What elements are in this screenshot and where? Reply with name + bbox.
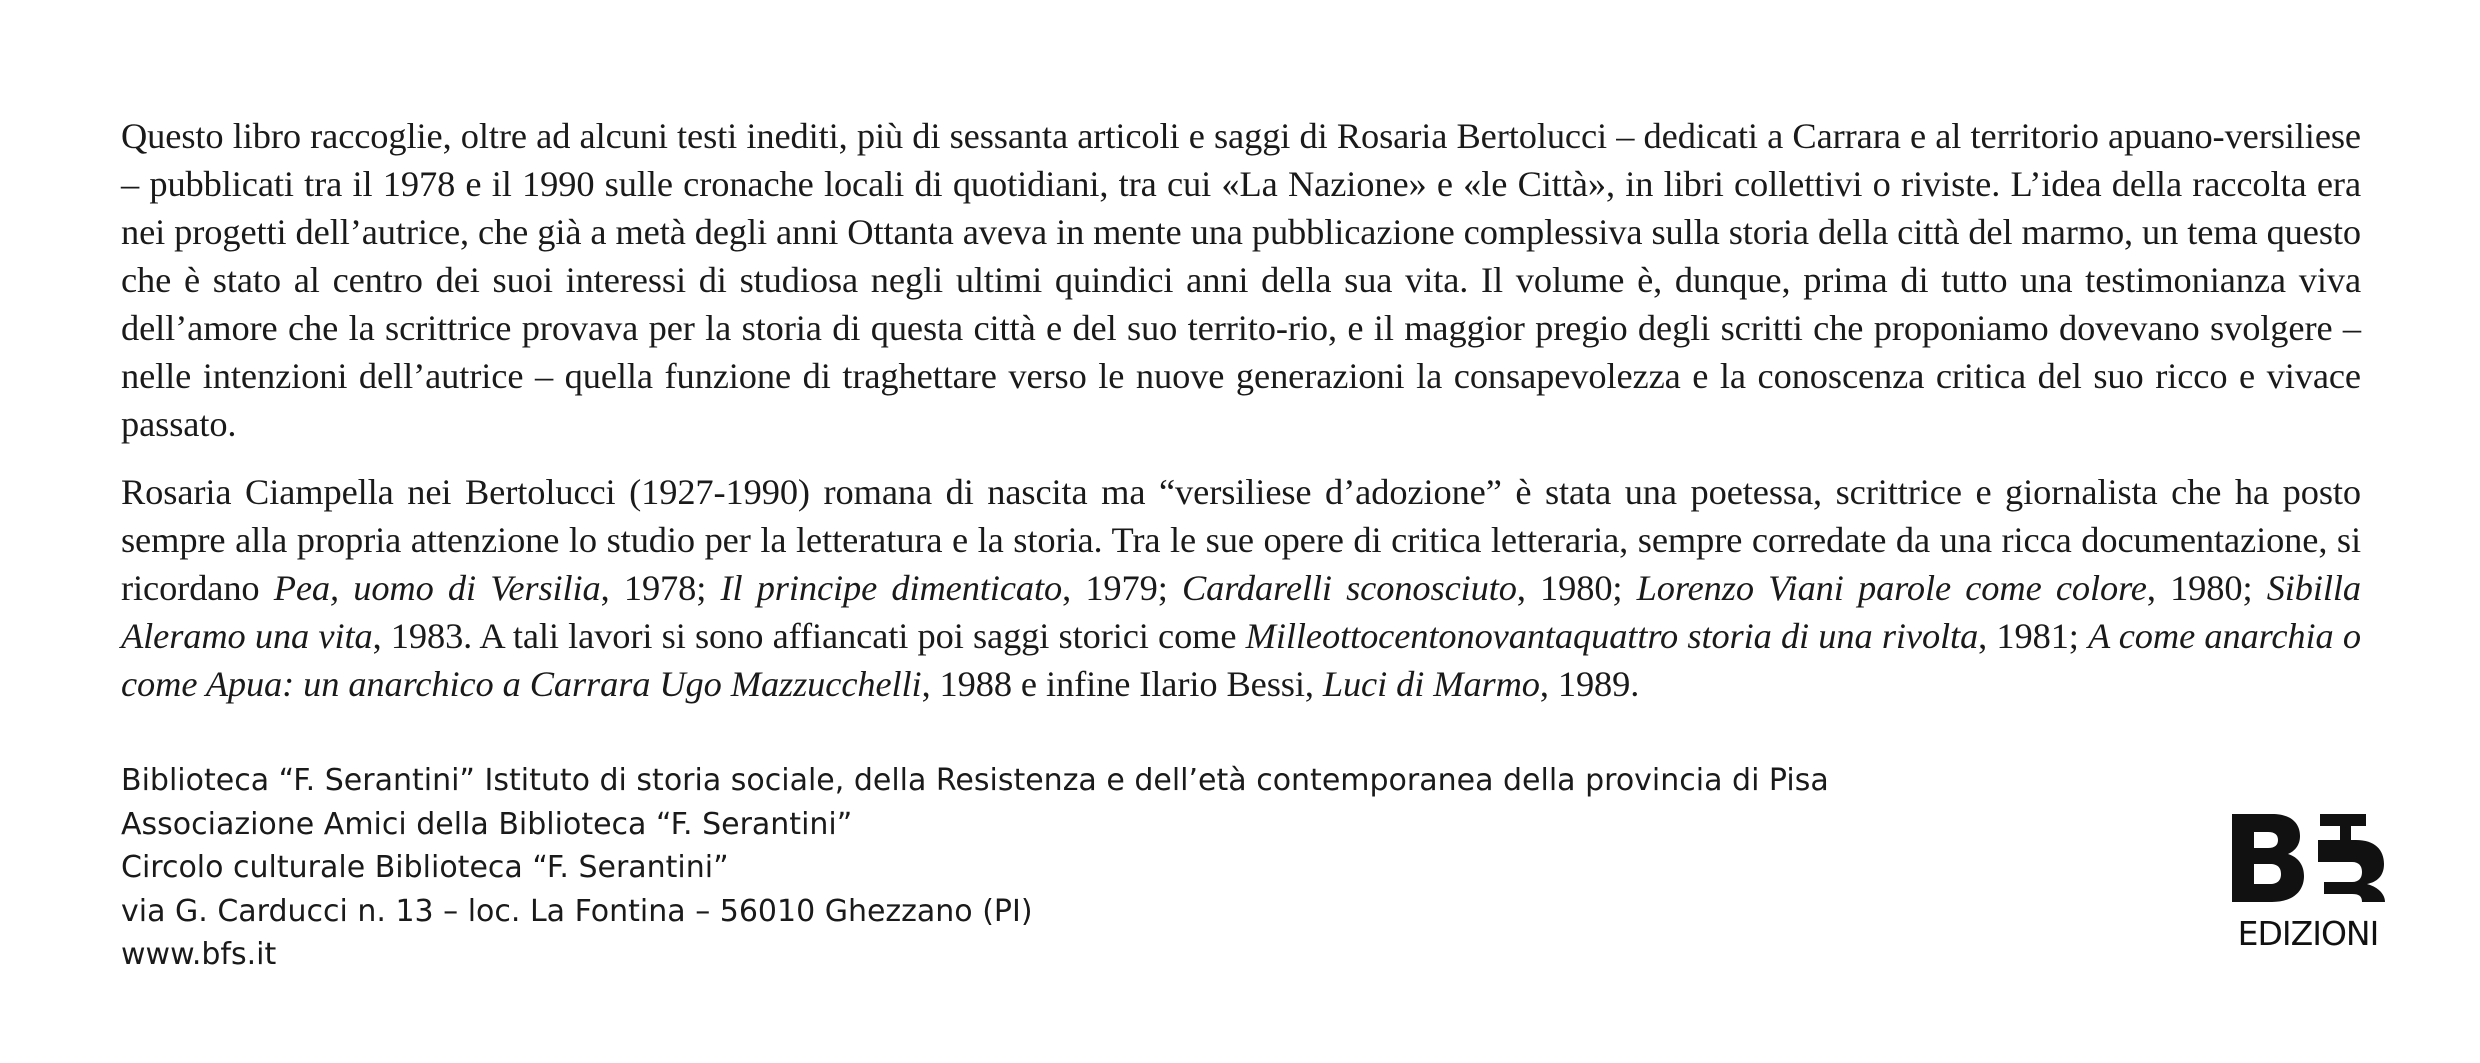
work-title: A come anarchia o come Apua: un anarchico a Carrara Ugo Mazzucchelli [121, 616, 2361, 704]
work-date: , 1983. A tali lavori si sono affiancati poi saggi storici come [372, 616, 1246, 656]
publisher-name-line: Biblioteca “F. Serantini” Istituto di storia sociale, della Resistenza e dell’età contemporanea della provincia di Pisa [121, 763, 1829, 798]
publisher-website-link[interactable]: www.bfs.it [121, 937, 277, 972]
work-date: , 1989. [1539, 664, 1640, 704]
bfs-edizioni-logo [2228, 810, 2388, 960]
work-title: Cardarelli sconosciuto [1181, 568, 1517, 608]
logo-f-stem [2340, 814, 2351, 844]
work-title: Milleottocentonovantaquattro storia di una rivolta [1245, 616, 1979, 656]
work-title: Pea, uomo di Versilia [273, 568, 601, 608]
logo-letter-s [2318, 840, 2385, 902]
work-title: Luci di Marmo [1322, 664, 1540, 704]
publisher-association-line: Associazione Amici della Biblioteca “F. Serantini” [121, 806, 853, 842]
work-date: , 1978; [600, 568, 721, 608]
work-date: , 1979; [1062, 568, 1182, 608]
author-bio-paragraph [121, 468, 2361, 708]
work-date: , 1988 e infine Ilario Bessi, [921, 664, 1323, 704]
author-bio-intro: Rosaria Ciampella nei Bertolucci (1927-1990) romana di nascita ma “versiliese d’adozione” è stata una poetessa, scrittrice e giornalista che ha posto sempre alla propria attenzione lo studio per la letteratura e la storia. Tra le sue opere di critica letteraria, sempre corredate da una ricca documentazione, si ricordano [121, 472, 2361, 608]
publisher-address-block [121, 759, 1829, 977]
publisher-circle-line: Circolo culturale Biblioteca “F. Serantini” [121, 850, 729, 885]
book-description-paragraph: Questo libro raccoglie, oltre ad alcuni testi inediti, più di sessanta articoli e saggi di Rosaria Bertolucci – dedicati a Carrara e al territorio apuano-versiliese – pubblicati tra il 1978 e il 1990 sulle cronache locali di quotidiani, tra cui «La Nazione» e «le Città», in libri collettivi o riviste. L’idea della raccolta era nei progetti dell’autrice, che già a metà degli anni Ottanta aveva in mente una pubblicazione complessiva sulla storia della città del marmo, un tema questo che è stato al centro dei suoi interessi di studiosa negli ultimi quindici anni della sua vita. Il volume è, dunque, prima di tutto una testimonianza viva dell’amore che la scrittrice provava per la storia di questa città e del suo territo-rio, e il maggior pregio degli scritti che proponiamo dovevano svolgere – nelle intenzioni dell’autrice – quella funzione di traghettare verso le nuove generazioni la consapevolezza e la conoscenza critica del suo ricco e vivace passato. [121, 116, 2361, 444]
back-cover-text [121, 112, 2361, 708]
logo-letter-b [2232, 814, 2304, 902]
work-title: Sibilla Aleramo una vita [121, 568, 2362, 656]
publisher-street-address: via G. Carducci n. 13 – loc. La Fontina – 56010 Ghezzano (PI) [121, 893, 1033, 929]
work-date: , 1980; [1516, 568, 1637, 608]
work-date: , 1980; [2146, 568, 2267, 608]
logo-edizioni-label: EDIZIONI [2237, 914, 2379, 953]
work-date: , 1981; [1978, 616, 2089, 656]
work-title: Il principe dimenticato [720, 568, 1063, 608]
work-title: Lorenzo Viani parole come colore [1636, 568, 2147, 608]
bfs-logo-mark [2228, 810, 2388, 906]
